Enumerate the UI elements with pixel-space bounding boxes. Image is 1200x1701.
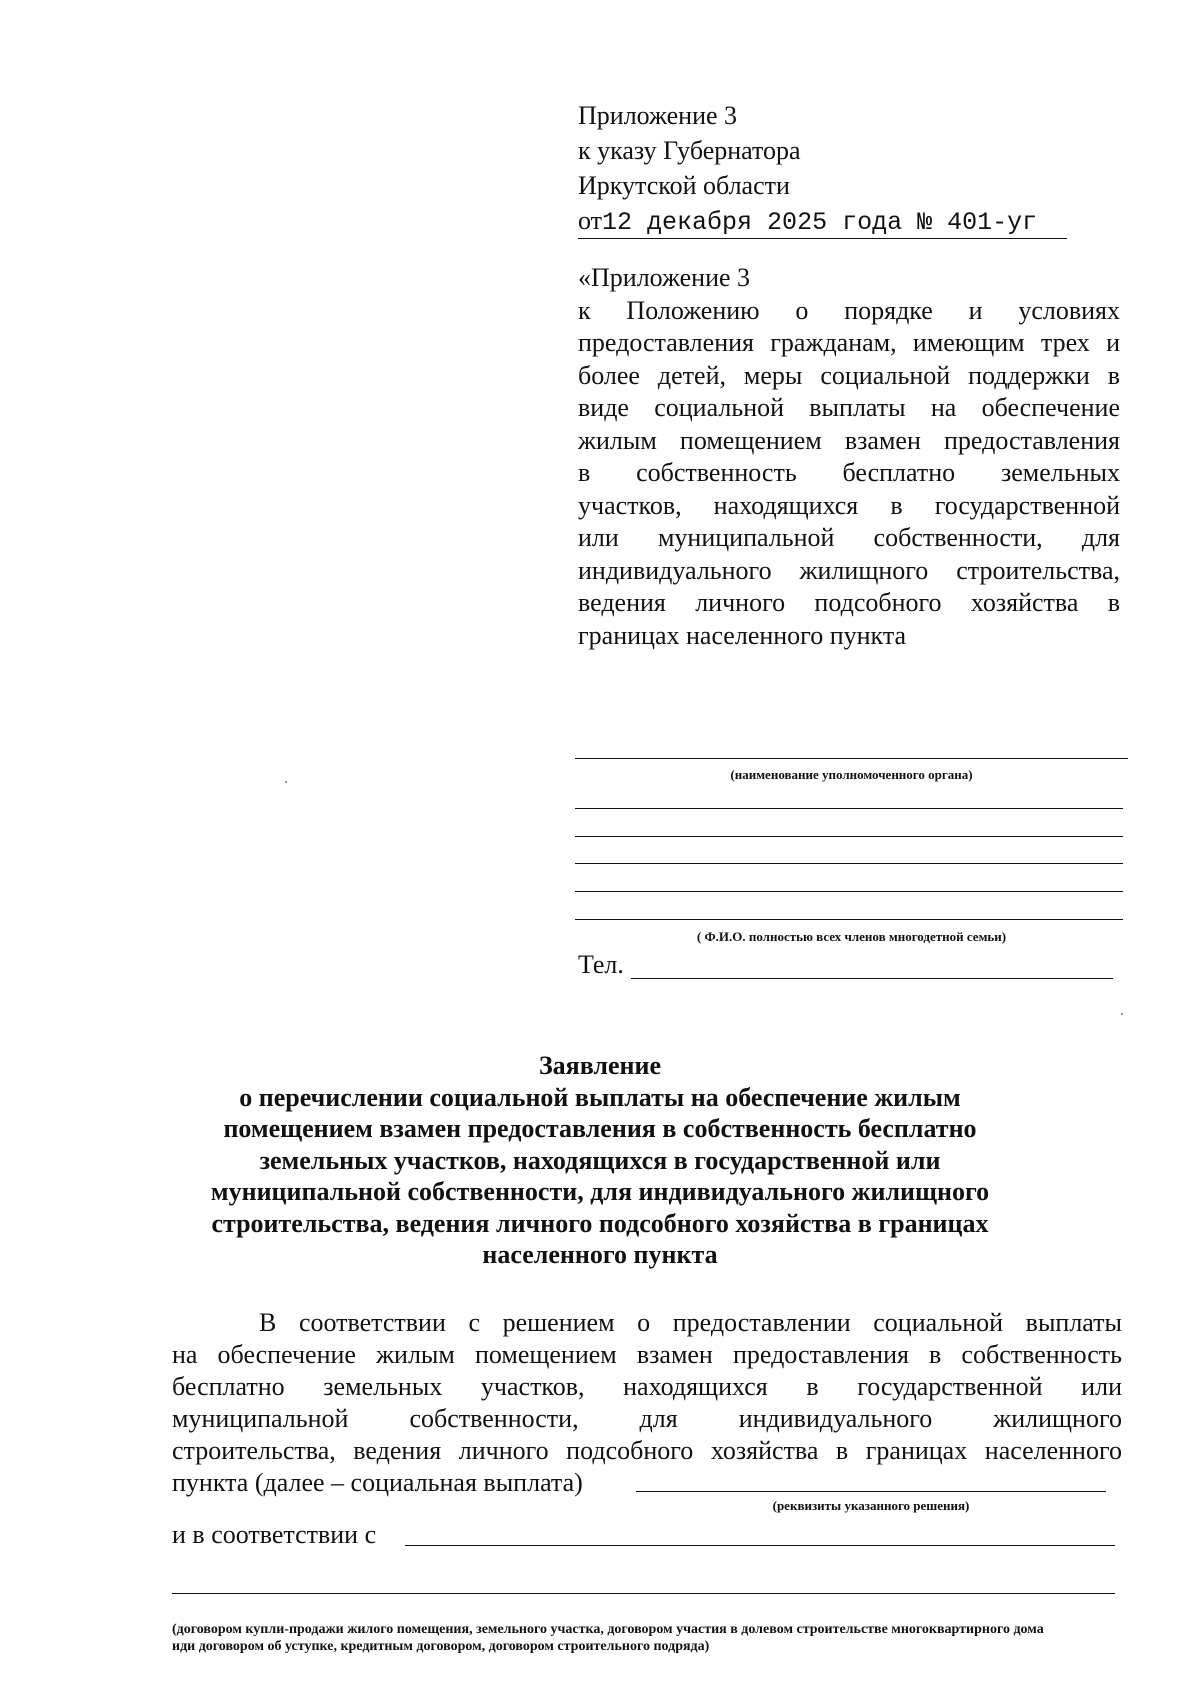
body-line: строительства, ведения личного подсобного хозяйства в границах населенного	[172, 1436, 1122, 1465]
decision-caption: (реквизиты указанного решения)	[772, 1498, 970, 1513]
header-line-1: Приложение 3	[578, 101, 738, 130]
annex-line: ведения личного подсобного хозяйства в	[578, 588, 1120, 617]
header-date-value: 12 декабря 2025 года № 401-уг	[602, 208, 1038, 237]
header-line-2: к указу Губернатора	[578, 136, 801, 165]
annex-line: предоставления гражданам, имеющим трех и	[578, 328, 1120, 357]
statement-title	[150, 1050, 1050, 1271]
phone-label: Тел.	[578, 950, 624, 979]
title-line: муниципальной собственности, для индивидуального жилищного	[210, 1177, 990, 1206]
body-line: бесплатно земельных участков, находящихся в государственной или	[172, 1372, 1122, 1401]
scan-speck	[1121, 1013, 1123, 1015]
annex-line: участков, находящихся в государственной	[578, 490, 1120, 520]
annex-line: или муниципальной собственности, для	[578, 523, 1120, 552]
title-line: населенного пункта	[482, 1240, 718, 1269]
annex-line: к Положению о порядке и условиях	[578, 295, 1120, 325]
organ-caption: (наименование уполномоченного органа)	[730, 767, 973, 782]
body-line: на обеспечение жилым помещением взамен предоставления в собственность	[172, 1340, 1122, 1369]
header-date-row	[578, 203, 1098, 239]
body-line-7: и в соответствии с	[172, 1520, 377, 1549]
header-date-prefix: от	[578, 206, 603, 235]
decision-fill-line[interactable]	[636, 1491, 1106, 1492]
annex-line: виде социальной выплаты на обеспечение	[578, 393, 1120, 422]
family-fill-line-1[interactable]	[575, 808, 1123, 809]
scan-speck	[285, 781, 287, 783]
family-fill-line-3[interactable]	[575, 863, 1123, 864]
body-line: В соответствии с решением о предоставлении социальной выплаты	[259, 1308, 1122, 1337]
family-fill-line-4[interactable]	[575, 891, 1123, 892]
family-fill-line-2[interactable]	[575, 836, 1123, 837]
title-line: Заявление	[538, 1051, 662, 1080]
statement-body	[172, 1307, 1122, 1467]
contract-fill-line[interactable]	[405, 1545, 1115, 1546]
contract-fill-line-2[interactable]	[172, 1593, 1115, 1594]
decree-header	[578, 98, 1098, 239]
annex-line: более детей, меры социальной поддержки в	[578, 360, 1120, 390]
title-line: помещением взамен предоставления в собственность бесплатно	[223, 1114, 977, 1143]
title-line: о перечислении социальной выплаты на обеспечение жилым	[239, 1082, 961, 1112]
header-line-3: Иркутской области	[578, 171, 790, 200]
body-line-6: пункта (далее – социальная выплата)	[172, 1468, 583, 1497]
annex-line: в собственность бесплатно земельных	[578, 458, 1120, 487]
annex-block	[578, 262, 1120, 652]
title-line: строительства, ведения личного подсобного хозяйства в границах	[211, 1208, 989, 1238]
contract-footnote	[172, 1621, 1122, 1655]
annex-line: индивидуального жилищного строительства,	[578, 555, 1120, 585]
family-fill-line-5[interactable]	[575, 919, 1123, 920]
footnote-line: (договором купли-продажи жилого помещения, земельного участка, договором участия в долевом строительстве многоквартирного дома	[172, 1622, 1044, 1637]
annex-line: жилым помещением взамен предоставления	[578, 425, 1120, 455]
family-caption: ( Ф.И.О. полностью всех членов многодетной семьи)	[696, 929, 1007, 944]
organ-fill-line[interactable]	[575, 758, 1128, 759]
body-line: муниципальной собственности, для индивидуального жилищного	[172, 1404, 1122, 1433]
annex-line: границах населенного пункта	[578, 620, 907, 650]
annex-line: «Приложение 3	[578, 263, 751, 292]
title-line: земельных участков, находящихся в государственной или	[259, 1145, 941, 1175]
phone-fill-line[interactable]	[631, 978, 1113, 979]
footnote-line: иди договором об уступке, кредитным договором, договором строительного подряда)	[172, 1639, 710, 1654]
